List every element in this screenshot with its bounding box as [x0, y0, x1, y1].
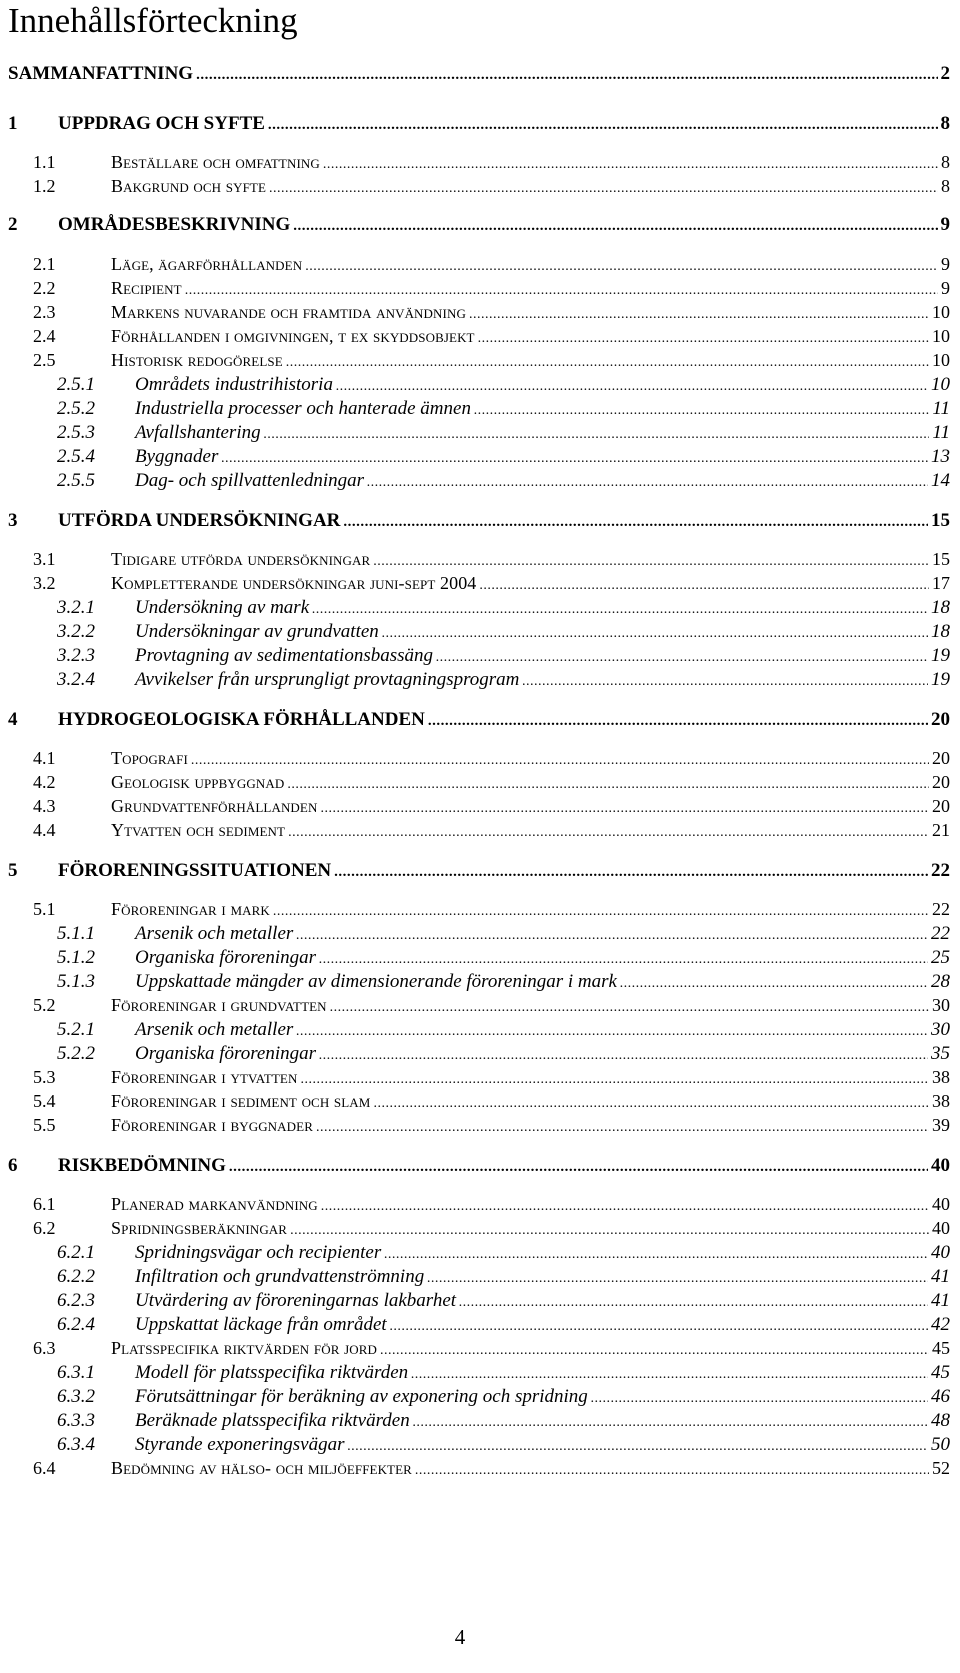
toc-entry-number: 6.3.4	[57, 1434, 95, 1455]
toc-entry-number: 2.1	[33, 254, 56, 274]
toc-entry-page: 45	[932, 1338, 950, 1358]
toc-entry-page: 13	[931, 446, 950, 467]
toc-entry[interactable]	[0, 1290, 960, 1316]
toc-entry-number: 2.5.2	[57, 398, 95, 419]
toc-entry-number: 3.2.4	[57, 669, 95, 690]
page-title: Innehållsförteckning	[8, 1, 298, 40]
toc-entry-title: Föroreningar i ytvatten	[111, 1067, 298, 1087]
toc-entry-page: 28	[931, 971, 950, 992]
toc-entry-page: 15	[931, 510, 950, 531]
toc-entry-title: Undersökning av mark	[135, 597, 310, 618]
toc-dot-leader	[293, 218, 937, 235]
toc-dot-leader	[264, 427, 930, 443]
toc-entry[interactable]	[0, 176, 960, 202]
toc-entry-title: RISKBEDÖMNING	[58, 1155, 226, 1176]
toc-dot-leader	[221, 451, 928, 467]
toc-entry-page: 48	[931, 1410, 950, 1431]
toc-entry-number: 4.2	[33, 772, 56, 792]
toc-entry-number: 3.1	[33, 549, 56, 569]
toc-dot-leader	[478, 331, 929, 347]
toc-entry-title: SAMMANFATTNING	[8, 63, 194, 84]
toc-entry-page: 41	[931, 1290, 950, 1311]
toc-entry-number: 5.2	[33, 995, 56, 1015]
toc-dot-leader	[459, 1295, 928, 1311]
toc-entry-page: 8	[941, 152, 950, 172]
toc-entry-number: 2.5.1	[57, 374, 95, 395]
toc-entry[interactable]	[0, 669, 960, 695]
toc-entry-page: 50	[931, 1434, 950, 1455]
toc-entry[interactable]	[0, 1194, 960, 1220]
toc-entry-title: Bedömning av hälso- och miljöeffekter	[111, 1458, 412, 1478]
toc-entry[interactable]	[0, 772, 960, 798]
toc-entry[interactable]	[0, 1067, 960, 1093]
toc-dot-leader	[373, 554, 929, 570]
toc-entry-title: Planerad markanvändning	[111, 1194, 318, 1214]
toc-entry[interactable]	[0, 820, 960, 846]
toc-entry[interactable]	[0, 947, 960, 973]
toc-entry-number: 6.2.3	[57, 1290, 95, 1311]
toc-dot-leader	[591, 1391, 928, 1407]
toc-entry-title: Förhållanden i omgivningen, t ex skyddsobjekt	[111, 326, 475, 346]
toc-entry-page: 40	[931, 1155, 950, 1176]
toc-entry-title: Föroreningar i sediment och slam	[111, 1091, 371, 1111]
toc-entry[interactable]	[0, 1242, 960, 1268]
toc-dot-leader	[319, 952, 928, 968]
toc-entry-title: Geologisk uppbyggnad	[111, 772, 285, 792]
toc-entry-page: 10	[932, 302, 950, 322]
toc-entry-title: Läge, ägarförhållanden	[111, 254, 303, 274]
toc-dot-leader	[196, 67, 937, 84]
toc-entry[interactable]	[0, 860, 960, 886]
toc-dot-leader	[336, 379, 928, 395]
toc-entry[interactable]	[0, 350, 960, 376]
toc-entry-title: Organiska föroreningar	[135, 1043, 317, 1064]
toc-entry-title: Ytvatten och sediment	[111, 820, 286, 840]
toc-entry-number: 5.2.1	[57, 1019, 95, 1040]
toc-entry-number: 2.3	[33, 302, 56, 322]
toc-dot-leader	[312, 602, 928, 618]
toc-entry[interactable]	[0, 971, 960, 997]
toc-entry-number: 3.2	[33, 573, 56, 593]
toc-entry-title: Modell för platsspecifika riktvärden	[135, 1362, 409, 1383]
toc-entry-page: 18	[931, 621, 950, 642]
toc-entry-page: 40	[931, 1242, 950, 1263]
toc-entry-number: 6.3.2	[57, 1386, 95, 1407]
toc-dot-leader	[323, 157, 938, 173]
toc-dot-leader	[411, 1367, 928, 1383]
toc-entry[interactable]	[0, 1218, 960, 1244]
toc-dot-leader	[413, 1415, 928, 1431]
toc-entry-page: 41	[931, 1266, 950, 1287]
toc-entry[interactable]	[0, 1386, 960, 1412]
toc-entry-number: 6.4	[33, 1458, 56, 1478]
toc-entry-title: Arsenik och metaller	[135, 1019, 294, 1040]
toc-entry[interactable]	[0, 597, 960, 623]
toc-dot-leader	[373, 1096, 929, 1112]
toc-entry[interactable]	[0, 326, 960, 352]
toc-entry-number: 3.2.2	[57, 621, 95, 642]
toc-dot-leader	[330, 1000, 929, 1016]
toc-entry-page: 11	[932, 398, 950, 419]
toc-entry-title: Provtagning av sedimentationsbassäng	[135, 645, 433, 666]
toc-entry-number: 2.4	[33, 326, 56, 346]
toc-entry-page: 9	[941, 278, 950, 298]
toc-dot-leader	[428, 713, 928, 730]
toc-dot-leader	[367, 475, 928, 491]
toc-entry-page: 17	[932, 573, 950, 593]
toc-dot-leader	[415, 1463, 929, 1479]
toc-entry-number: 3	[8, 510, 18, 531]
toc-entry-title: Markens nuvarande och framtida användning	[111, 302, 466, 322]
toc-dot-leader	[273, 904, 929, 920]
toc-entry-number: 6.2.2	[57, 1266, 95, 1287]
toc-dot-leader	[390, 1319, 928, 1335]
toc-entry-number: 2.5.3	[57, 422, 95, 443]
toc-dot-leader	[229, 1159, 928, 1176]
toc-entry-number: 2.2	[33, 278, 56, 298]
toc-dot-leader	[316, 1120, 929, 1136]
toc-entry-title: Avfallshantering	[135, 422, 261, 443]
toc-entry-number: 4.1	[33, 748, 56, 768]
toc-entry-title: Föroreningar i grundvatten	[111, 995, 327, 1015]
toc-entry-page: 35	[931, 1043, 950, 1064]
toc-entry-number: 1	[8, 113, 18, 134]
toc-dot-leader	[380, 1343, 929, 1359]
toc-entry-page: 30	[931, 1019, 950, 1040]
toc-entry-title: Avvikelser från ursprungligt provtagningsprogram	[135, 669, 520, 690]
toc-dot-leader	[269, 181, 938, 197]
toc-entry[interactable]	[0, 302, 960, 328]
toc-entry[interactable]	[0, 254, 960, 280]
toc-entry[interactable]	[0, 923, 960, 949]
toc-entry-number: 6.3.3	[57, 1410, 95, 1431]
toc-dot-leader	[319, 1048, 928, 1064]
toc-entry-page: 10	[932, 350, 950, 370]
toc-entry-title: Beräknade platsspecifika riktvärden	[135, 1410, 410, 1431]
toc-entry-title: Byggnader	[135, 446, 219, 467]
toc-entry[interactable]	[0, 1458, 960, 1484]
toc-entry-title: Arsenik och metaller	[135, 923, 294, 944]
toc-entry[interactable]	[0, 1410, 960, 1436]
toc-entry-number: 1.1	[33, 152, 56, 172]
toc-entry-number: 3.2.1	[57, 597, 95, 618]
toc-dot-leader	[185, 283, 938, 299]
toc-entry[interactable]	[0, 1155, 960, 1181]
toc-entry[interactable]	[0, 1434, 960, 1460]
toc-entry-page: 9	[940, 214, 950, 235]
toc-entry-page: 40	[932, 1218, 950, 1238]
toc-dot-leader	[474, 403, 929, 419]
toc-dot-leader	[479, 578, 929, 594]
toc-entry[interactable]	[0, 470, 960, 496]
toc-entry-title: Områdets industrihistoria	[135, 374, 333, 395]
toc-entry-page: 22	[931, 860, 950, 881]
toc-entry-title: Organiska föroreningar	[135, 947, 317, 968]
toc-entry-number: 5.1	[33, 899, 56, 919]
toc-dot-leader	[286, 355, 929, 371]
toc-entry-number: 5.4	[33, 1091, 56, 1111]
toc-entry-title: Spridningsvägar och recipienter	[135, 1242, 382, 1263]
toc-entry-number: 2.5.4	[57, 446, 95, 467]
toc-entry-title: Uppskattade mängder av dimensionerande föroreningar i mark	[135, 971, 617, 992]
toc-entry-page: 19	[931, 645, 950, 666]
toc-entry-number: 4	[8, 709, 18, 730]
toc-entry[interactable]	[0, 113, 960, 139]
toc-entry-title: UPPDRAG OCH SYFTE	[58, 113, 265, 134]
toc-entry-title: Förutsättningar för beräkning av exponering och spridning	[135, 1386, 588, 1407]
toc-entry-page: 2	[940, 63, 950, 84]
toc-entry-title: Föroreningar i byggnader	[111, 1115, 313, 1135]
toc-entry-number: 2	[8, 214, 18, 235]
toc-entry-page: 14	[931, 470, 950, 491]
toc-dot-leader	[382, 626, 928, 642]
toc-entry[interactable]	[0, 63, 960, 89]
toc-entry[interactable]	[0, 374, 960, 400]
toc-entry-number: 5	[8, 860, 18, 881]
toc-entry-title: UTFÖRDA UNDERSÖKNINGAR	[58, 510, 341, 531]
toc-entry-title: Tidigare utförda undersökningar	[111, 549, 371, 569]
toc-entry[interactable]	[0, 214, 960, 240]
toc-dot-leader	[469, 307, 929, 323]
toc-entry-page: 10	[932, 326, 950, 346]
toc-entry-title: Beställare och omfattning	[111, 152, 320, 172]
toc-entry-page: 18	[931, 597, 950, 618]
toc-dot-leader	[522, 674, 928, 690]
toc-entry-number: 4.3	[33, 796, 56, 816]
toc-entry-number: 5.1.1	[57, 923, 95, 944]
toc-entry-title: Topografi	[111, 748, 188, 768]
toc-entry-number: 6	[8, 1155, 18, 1176]
toc-entry-number: 5.1.3	[57, 971, 95, 992]
toc-entry-page: 21	[932, 820, 950, 840]
toc-dot-leader	[347, 1439, 928, 1455]
toc-entry-title: Historisk redogörelse	[111, 350, 283, 370]
toc-entry-title: Dag- och spillvattenledningar	[135, 470, 365, 491]
toc-entry-title: Kompletterande undersökningar juni-sept 2004	[111, 573, 477, 593]
toc-entry-page: 22	[932, 899, 950, 919]
toc-entry-page: 9	[941, 254, 950, 274]
toc-entry-page: 30	[932, 995, 950, 1015]
toc-dot-leader	[191, 753, 929, 769]
toc-entry-number: 2.5.5	[57, 470, 95, 491]
toc-dot-leader	[296, 1024, 928, 1040]
toc-entry-page: 20	[932, 772, 950, 792]
toc-entry[interactable]	[0, 152, 960, 178]
toc-entry[interactable]	[0, 709, 960, 735]
toc-entry-number: 6.2.1	[57, 1242, 95, 1263]
toc-dot-leader	[305, 259, 938, 275]
toc-entry-title: Industriella processer och hanterade ämnen	[135, 398, 471, 419]
toc-entry[interactable]	[0, 748, 960, 774]
toc-dot-leader	[287, 777, 929, 793]
toc-entry-number: 4.4	[33, 820, 56, 840]
toc-entry-title: Spridningsberäkningar	[111, 1218, 288, 1238]
toc-dot-leader	[321, 1199, 929, 1215]
toc-entry[interactable]	[0, 1266, 960, 1292]
toc-entry-title: Föroreningar i mark	[111, 899, 270, 919]
toc-entry-title: Styrande exponeringsvägar	[135, 1434, 345, 1455]
toc-entry-page: 38	[932, 1067, 950, 1087]
toc-entry-number: 6.3.1	[57, 1362, 95, 1383]
toc-entry[interactable]	[0, 446, 960, 472]
toc-entry-page: 20	[932, 748, 950, 768]
toc-entry[interactable]	[0, 1338, 960, 1364]
toc-entry[interactable]	[0, 398, 960, 424]
toc-entry-page: 10	[931, 374, 950, 395]
toc-entry-number: 6.3	[33, 1338, 56, 1358]
toc-entry-page: 46	[931, 1386, 950, 1407]
toc-entry[interactable]	[0, 549, 960, 575]
toc-entry-page: 11	[932, 422, 950, 443]
toc-entry-page: 25	[931, 947, 950, 968]
toc-entry[interactable]	[0, 645, 960, 671]
toc-entry-page: 20	[931, 709, 950, 730]
toc-entry-number: 3.2.3	[57, 645, 95, 666]
toc-dot-leader	[296, 928, 928, 944]
toc-entry[interactable]	[0, 1115, 960, 1141]
toc-entry-number: 6.2.4	[57, 1314, 95, 1335]
toc-entry-number: 2.5	[33, 350, 56, 370]
toc-entry-title: Infiltration och grundvattenströmning	[135, 1266, 425, 1287]
toc-entry-page: 45	[931, 1362, 950, 1383]
toc-dot-leader	[334, 864, 928, 881]
toc-entry-title: HYDROGEOLOGISKA FÖRHÅLLANDEN	[58, 709, 425, 730]
toc-entry-number: 5.2.2	[57, 1043, 95, 1064]
toc-entry-number: 6.1	[33, 1194, 56, 1214]
toc-entry[interactable]	[0, 1043, 960, 1069]
toc-entry-title: OMRÅDESBESKRIVNING	[58, 214, 291, 235]
toc-entry-number: 5.3	[33, 1067, 56, 1087]
toc-entry-page: 8	[940, 113, 950, 134]
toc-entry[interactable]	[0, 995, 960, 1021]
toc-entry-page: 39	[932, 1115, 950, 1135]
toc-entry-title: Bakgrund och syfte	[111, 176, 266, 196]
toc-entry-number: 5.1.2	[57, 947, 95, 968]
toc-entry[interactable]	[0, 1314, 960, 1340]
toc-dot-leader	[343, 514, 928, 531]
toc-entry-title: Platsspecifika riktvärden för jord	[111, 1338, 377, 1358]
toc-dot-leader	[620, 976, 928, 992]
toc-dot-leader	[320, 801, 929, 817]
toc-dot-leader	[268, 117, 938, 134]
toc-entry-title: FÖRORENINGSSITUATIONEN	[58, 860, 332, 881]
toc-entry[interactable]	[0, 573, 960, 599]
toc-entry-page: 42	[931, 1314, 950, 1335]
toc-dot-leader	[300, 1072, 929, 1088]
page-number: 4	[454, 1625, 466, 1649]
toc-dot-leader	[436, 650, 928, 666]
toc-entry-page: 38	[932, 1091, 950, 1111]
toc-entry[interactable]	[0, 1091, 960, 1117]
toc-entry-number: 5.5	[33, 1115, 56, 1135]
toc-entry-number: 6.2	[33, 1218, 56, 1238]
toc-entry-page: 15	[932, 549, 950, 569]
toc-entry-title: Uppskattat läckage från området	[135, 1314, 387, 1335]
toc-dot-leader	[427, 1271, 928, 1287]
toc-entry-title: Recipient	[111, 278, 182, 298]
toc-entry[interactable]	[0, 1019, 960, 1045]
toc-dot-leader	[290, 1223, 929, 1239]
toc-entry[interactable]	[0, 510, 960, 536]
toc-entry[interactable]	[0, 422, 960, 448]
toc-entry-title: Undersökningar av grundvatten	[135, 621, 379, 642]
toc-entry-page: 19	[931, 669, 950, 690]
toc-entry-page: 40	[932, 1194, 950, 1214]
toc-entry[interactable]	[0, 899, 960, 925]
toc-dot-leader	[288, 825, 929, 841]
toc-entry[interactable]	[0, 621, 960, 647]
toc-entry-page: 8	[941, 176, 950, 196]
toc-dot-leader	[384, 1247, 928, 1263]
toc-entry-page: 52	[932, 1458, 950, 1478]
toc-entry[interactable]	[0, 796, 960, 822]
toc-entry-page: 22	[931, 923, 950, 944]
toc-entry-title: Utvärdering av föroreningarnas lakbarhet	[135, 1290, 457, 1311]
toc-entry-number: 1.2	[33, 176, 56, 196]
toc-entry-title: Grundvattenförhållanden	[111, 796, 318, 816]
toc-entry[interactable]	[0, 278, 960, 304]
toc-entry-page: 20	[932, 796, 950, 816]
toc-entry[interactable]	[0, 1362, 960, 1388]
